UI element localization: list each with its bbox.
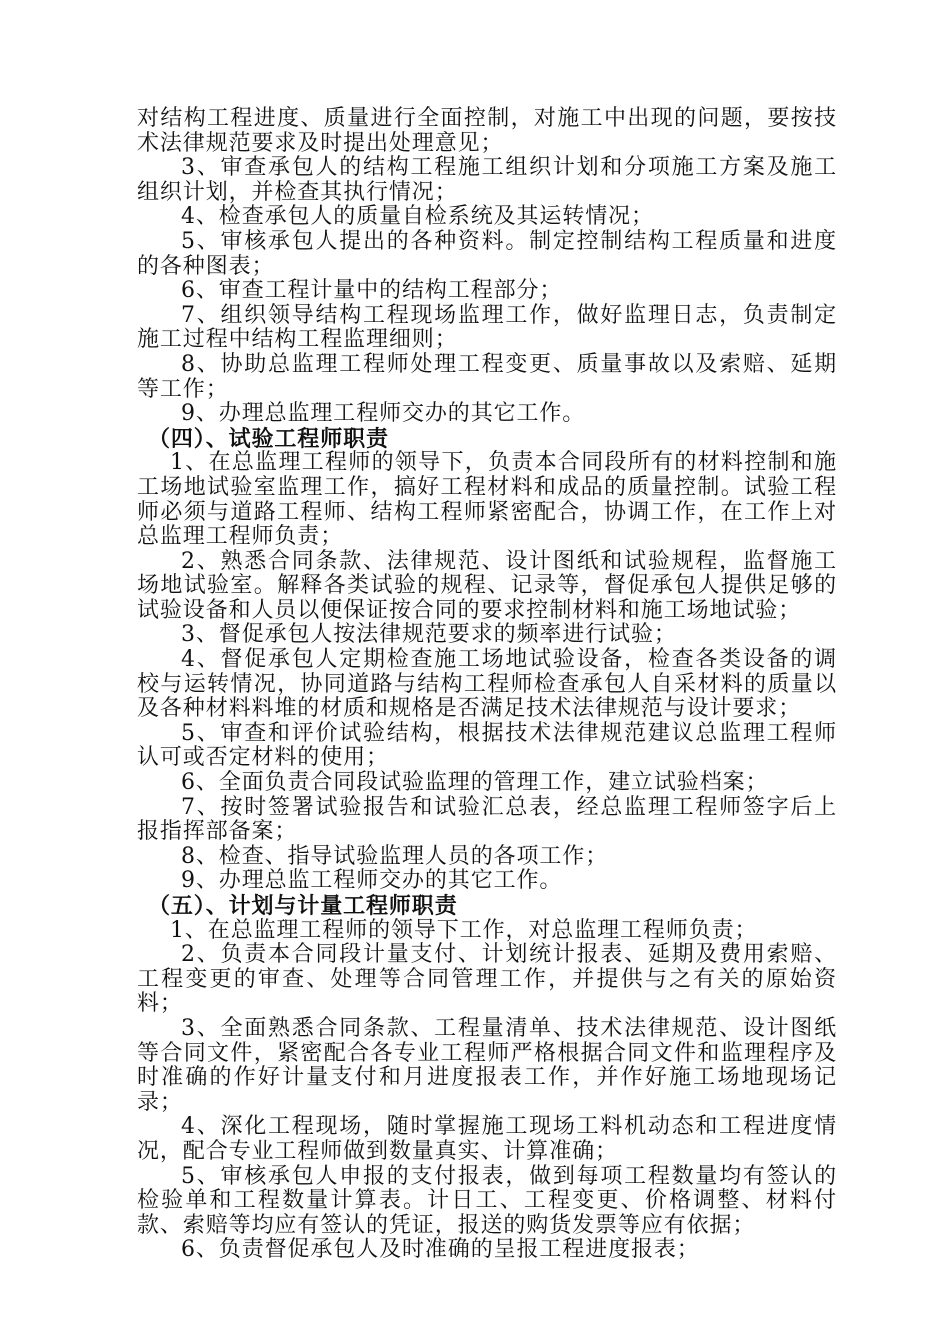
section5-item-4: 4、深化工程现场，随时掌握施工现场工料机动态和工程进度情况，配合专业工程师做到数量真实、计算准确； bbox=[137, 1114, 837, 1164]
section4-item-9: 9、办理总监工程师交办的其它工作。 bbox=[181, 868, 563, 894]
section4-item-1: 1、在总监理工程师的领导下，负责本合同段所有的材料控制和施工场地试验室监理工作，搞好工程材料和成品的质量控制。试验工程师必须与道路工程师、结构工程师紧密配合，协调工作，在工作上对总监理工程师负责； bbox=[137, 450, 837, 550]
section-heading-planning-engineer: （五）、计划与计量工程师职责 bbox=[148, 893, 458, 919]
section5-item-3: 3、全面熟悉合同条款、工程量清单、技术法律规范、设计图纸等合同文件，紧密配合各专业工程师严格根据合同文件和监理程序及时准确的作好计量支付和月进度报表工作，并作好施工场地现场记录； bbox=[137, 1015, 837, 1115]
section4-item-4: 4、督促承包人定期检查施工场地试验设备，检查各类设备的调校与运转情况，协同道路与结构工程师检查承包人自采材料的质量以及各种材料料堆的材质和规格是否满足技术法律规范与设计要求； bbox=[137, 647, 837, 722]
part3-item-8: 8、协助总监理工程师处理工程变更、质量事故以及索赔、延期等工作； bbox=[137, 351, 837, 402]
part3-item-4: 4、检查承包人的质量自检系统及其运转情况； bbox=[181, 204, 654, 230]
section5-item-5: 5、审核承包人申报的支付报表，做到每项工程数量均有签认的检验单和工程数量计算表。计日工、工程变更、价格调整、材料付款、索赔等均应有签认的凭证，报送的购货发票等应有依据； bbox=[137, 1163, 837, 1238]
section5-item-1: 1、在总监理工程师的领导下工作，对总监理工程师负责； bbox=[170, 917, 758, 943]
section4-item-7: 7、按时签署试验报告和试验汇总表，经总监理工程师签字后上报指挥部备案； bbox=[137, 794, 837, 845]
section4-item-3: 3、督促承包人按法律规范要求的频率进行试验； bbox=[181, 622, 677, 648]
part3-item-5: 5、审核承包人提出的各种资料。制定控制结构工程质量和进度的各种图表； bbox=[137, 228, 837, 279]
part3-item-3: 3、审查承包人的结构工程施工组织计划和分项施工方案及施工组织计划，并检查其执行情况； bbox=[137, 155, 837, 205]
section5-item-6: 6、负责督促承包人及时准确的呈报工程进度报表； bbox=[181, 1237, 700, 1263]
part3-item-6: 6、审查工程计量中的结构工程部分； bbox=[181, 278, 563, 304]
part3-item-9: 9、办理总监理工程师交办的其它工作。 bbox=[181, 401, 586, 427]
section4-item-6: 6、全面负责合同段试验监理的管理工作，建立试验档案； bbox=[181, 770, 769, 796]
document-body bbox=[137, 107, 837, 1263]
section4-item-2: 2、熟悉合同条款、法律规范、设计图纸和试验规程，监督施工场地试验室。解释各类试验的规程、记录等，督促承包人提供足够的试验设备和人员以便保证按合同的要求控制材料和施工场地试验； bbox=[137, 548, 837, 623]
section5-item-2: 2、负责本合同段计量支付、计划统计报表、延期及费用索赔、工程变更的审查、处理等合同管理工作，并提供与之有关的原始资料； bbox=[137, 942, 837, 1017]
section-heading-test-engineer: （四）、试验工程师职责 bbox=[148, 425, 389, 452]
part3-item-7: 7、组织领导结构工程现场监理工作，做好监理日志，负责制定施工过程中结构工程监理细则； bbox=[137, 302, 837, 353]
section4-item-5: 5、审查和评价试验结构，根据技术法律规范建议总监理工程师认可或否定材料的使用； bbox=[137, 720, 837, 771]
section4-item-8: 8、检查、指导试验监理人员的各项工作； bbox=[181, 843, 609, 869]
intro-paragraph: 对结构工程进度、质量进行全面控制，对施工中出现的问题，要按技术法律规范要求及时提出处理意见； bbox=[137, 106, 837, 156]
